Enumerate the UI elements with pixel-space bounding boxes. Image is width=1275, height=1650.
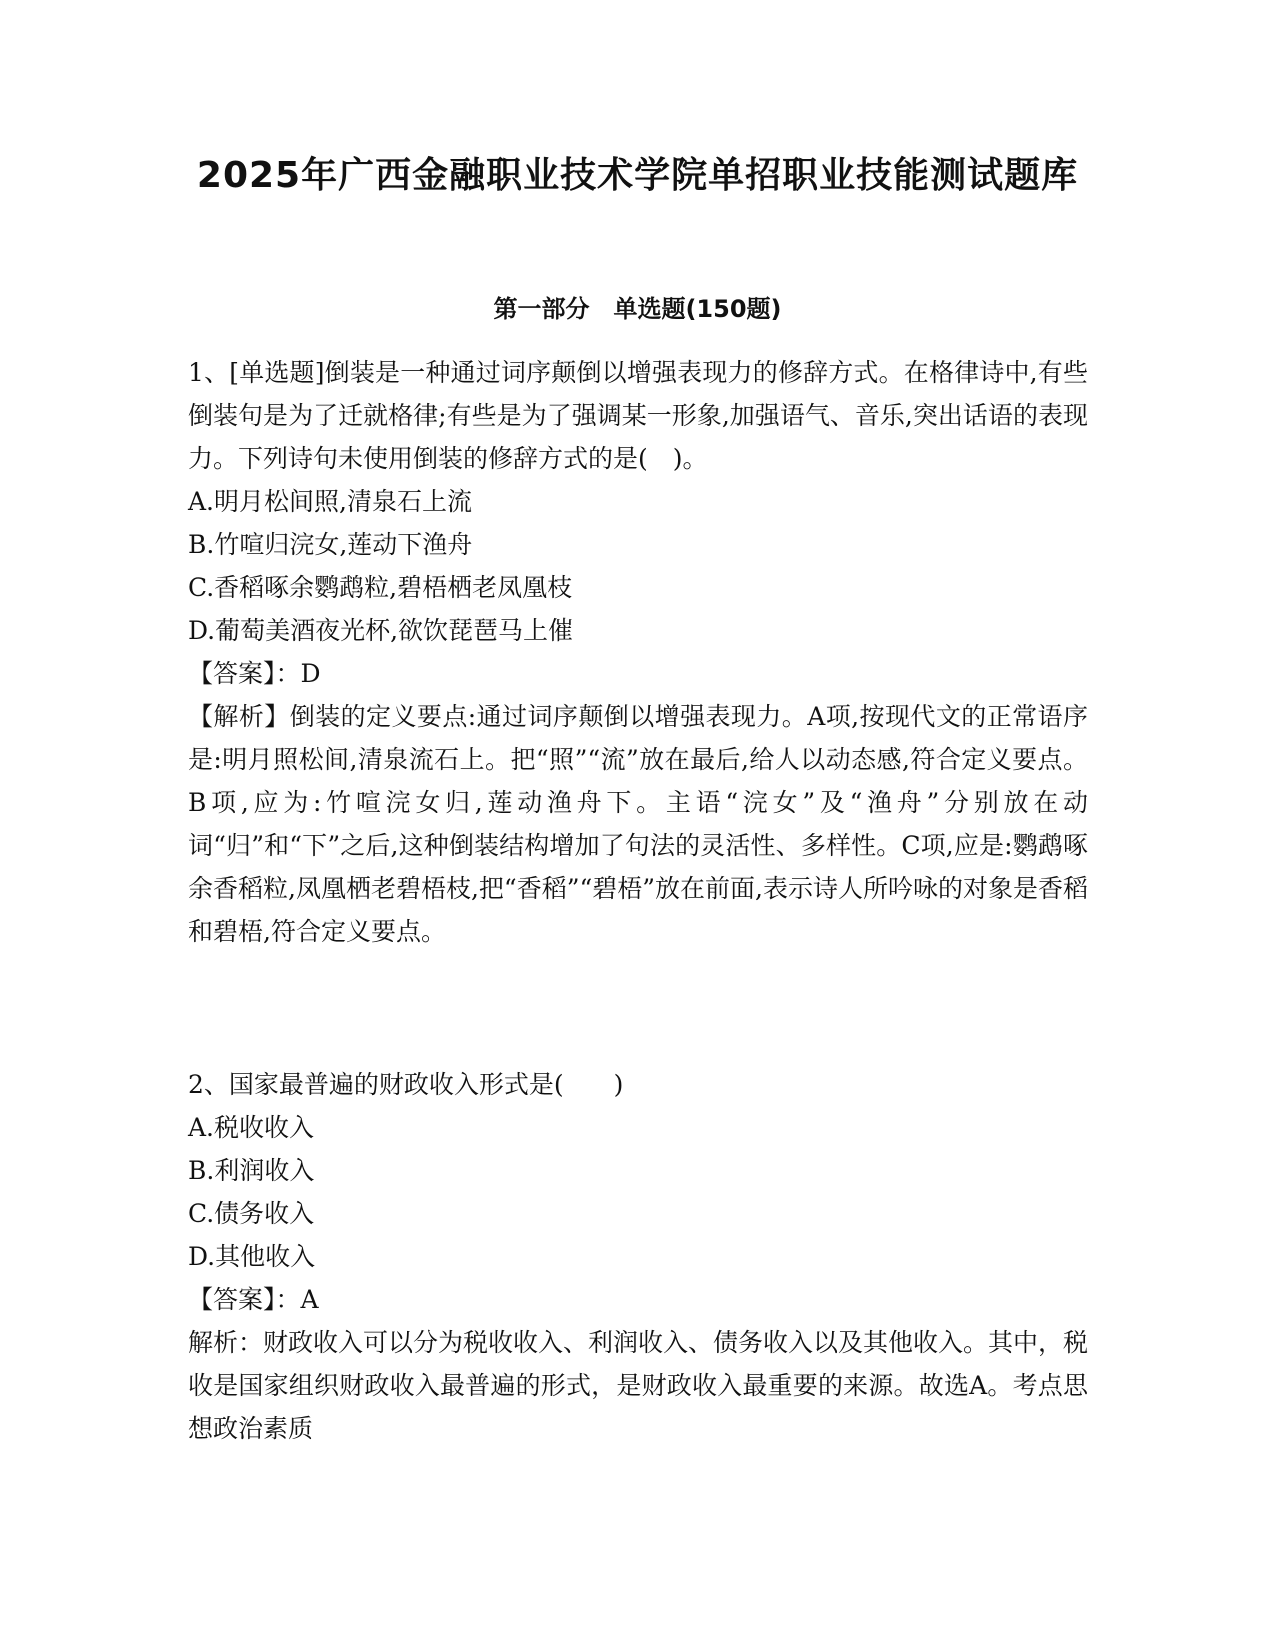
analysis-paragraph: 解析：财政收入可以分为税收收入、利润收入、债务收入以及其他收入。其中，税收是国家组织财政收入最普遍的形式，是财政收入最重要的来源。故选A。考点思想政治素质	[188, 1328, 1089, 1443]
question-block-2	[188, 1063, 1088, 1450]
option-a: A.明月松间照,清泉石上流	[188, 487, 472, 516]
answer-line: 【答案】：D	[188, 659, 321, 688]
option-b: B.竹喧归浣女,莲动下渔舟	[188, 530, 473, 559]
section-title: 第一部分 单选题(150题)	[493, 295, 782, 323]
option-a: A.税收收入	[188, 1113, 315, 1142]
option-c: C.债务收入	[188, 1199, 315, 1228]
option-c: C.香稻啄余鹦鹉粒,碧梧栖老凤凰枝	[188, 573, 573, 602]
option-d: D.葡萄美酒夜光杯,欲饮琵琶马上催	[188, 616, 574, 645]
analysis-paragraph: 【解析】倒装的定义要点:通过词序颠倒以增强表现力。A项,按现代文的正常语序是:明月照松间,清泉流石上。把“照”“流”放在最后,给人以动态感,符合定义要点。B项,应为:竹喧浣女归,莲动渔舟下。主语“浣女”及“渔舟”分别放在动词“归”和“下”之后,这种倒装结构增加了句法的灵活性、多样性。C项,应是:鹦鹉啄余香稻粒,凤凰栖老碧梧枝,把“香稻”“碧梧”放在前面,表示诗人所吟咏的对象是香稻和碧梧,符合定义要点。	[188, 702, 1088, 946]
question-block-1	[188, 351, 1088, 953]
option-d: D.其他收入	[188, 1242, 316, 1271]
option-b: B.利润收入	[188, 1156, 315, 1185]
answer-line: 【答案】：A	[188, 1285, 319, 1314]
document-title: 2025年广西金融职业技术学院单招职业技能测试题库	[196, 155, 1079, 196]
question-stem: 2、国家最普遍的财政收入形式是( )	[188, 1070, 624, 1099]
question-stem: 1、[单选题]倒装是一种通过词序颠倒以增强表现力的修辞方式。在格律诗中,有些倒装句是为了迁就格律;有些是为了强调某一形象,加强语气、音乐,突出话语的表现力。下列诗句未使用倒装的修辞方式的是( )。	[188, 358, 1088, 473]
